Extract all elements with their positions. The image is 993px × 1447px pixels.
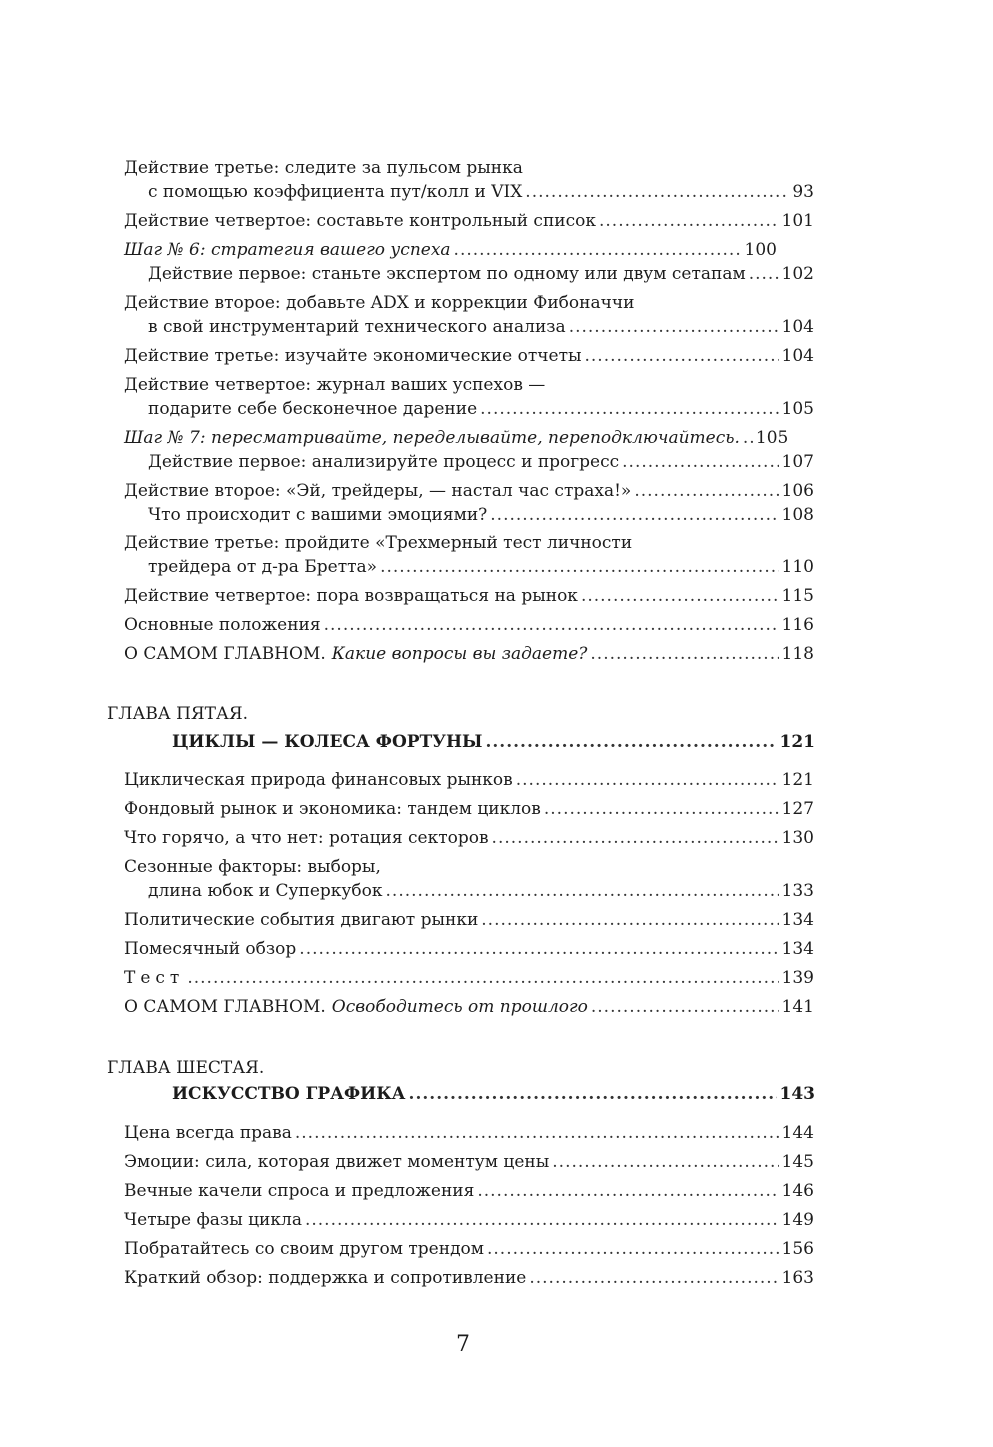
toc-entry — [124, 1266, 814, 1290]
toc-entry — [124, 966, 814, 990]
toc-entry-text: с помощью коэффициента пут/колл и VIX — [148, 182, 523, 202]
chapter-heading — [172, 1082, 815, 1106]
toc-page-number: 145 — [781, 1152, 814, 1172]
dot-leader — [299, 937, 778, 961]
toc-page-number: 163 — [781, 1268, 814, 1288]
toc-page-number: 134 — [781, 910, 814, 930]
toc-page-number: 121 — [781, 770, 814, 790]
toc-entry-text: Краткий обзор: поддержка и сопротивление — [124, 1268, 527, 1288]
toc-entry-text: Действие третье: следите за пульсом рынка — [124, 158, 523, 178]
dot-leader — [599, 209, 779, 233]
toc-entry — [148, 879, 814, 903]
dot-leader — [386, 879, 779, 903]
dot-leader — [477, 1179, 778, 1203]
chapter-page-number: 143 — [779, 1084, 815, 1104]
toc-entry — [148, 555, 814, 579]
toc-entry-caps: О САМОМ ГЛАВНОМ. — [124, 644, 326, 664]
toc-page-number: 106 — [781, 481, 814, 501]
toc-entry-text: Что горячо, а что нет: ротация секторов — [124, 828, 489, 848]
toc-page-number: 156 — [781, 1239, 814, 1259]
toc-entry-text: Действие первое: анализируйте процесс и прогресс — [148, 452, 620, 472]
toc-page-number: 101 — [781, 211, 814, 231]
toc-entry-first-line — [124, 531, 814, 555]
toc-entry-first-line — [124, 291, 814, 315]
toc-entry-text: Действие четвертое: журнал ваших успехов — — [124, 375, 546, 395]
toc-entry-text: Действие первое: станьте экспертом по одному или двум сетапам — [148, 264, 746, 284]
toc-entry-text: Цена всегда права — [124, 1123, 292, 1143]
toc-page-number: 127 — [781, 799, 814, 819]
toc-page-number: 110 — [781, 557, 814, 577]
dot-leader — [485, 730, 776, 754]
toc-entry-text: Вечные качели спроса и предложения — [124, 1181, 475, 1201]
toc-entry-text: подарите себе бесконечное дарение — [148, 399, 478, 419]
dot-leader — [591, 995, 779, 1019]
toc-entry — [124, 995, 814, 1019]
toc-entry — [148, 262, 814, 286]
chapter-title: ИСКУССТВО ГРАФИКА — [172, 1084, 406, 1104]
dot-leader — [487, 1237, 779, 1261]
toc-entry — [148, 450, 814, 474]
toc-entry-text: Четыре фазы цикла — [124, 1210, 302, 1230]
toc-page-number: 116 — [781, 615, 814, 635]
dot-leader — [529, 1266, 778, 1290]
toc-entry-text: в свой инструментарий технического анализа — [148, 317, 566, 337]
toc-entry — [124, 768, 814, 792]
toc-page-number: 118 — [781, 644, 814, 664]
toc-entry-text: Сезонные факторы: выборы, — [124, 857, 381, 877]
toc-page-number: 141 — [781, 997, 814, 1017]
toc-entry-text: Что происходит с вашими эмоциями? — [148, 505, 488, 525]
toc-entry — [124, 1237, 814, 1261]
toc-entry-text: Эмоции: сила, которая движет моментум цены — [124, 1152, 550, 1172]
toc-entry-first-line — [124, 156, 814, 180]
dot-leader — [295, 1121, 779, 1145]
toc-entry — [148, 180, 814, 204]
toc-entry-text: Побратайтесь со своим другом трендом — [124, 1239, 484, 1259]
toc-entry — [124, 479, 814, 503]
toc-entry — [124, 797, 814, 821]
dot-leader — [743, 426, 753, 450]
dot-leader — [481, 908, 778, 932]
toc-entry-text: Действие четвертое: пора возвращаться на рынок — [124, 586, 578, 606]
toc-entry-text: Циклическая природа финансовых рынков — [124, 770, 513, 790]
toc-page-number: 133 — [781, 881, 814, 901]
chapter-title: ЦИКЛЫ — КОЛЕСА ФОРТУНЫ — [172, 732, 483, 752]
dot-leader — [380, 555, 778, 579]
toc-entry-first-line — [124, 855, 814, 879]
toc-entry-text: Политические события двигают рынки — [124, 910, 479, 930]
dot-leader — [552, 1150, 778, 1174]
toc-page-number: 134 — [781, 939, 814, 959]
toc-entry — [148, 315, 814, 339]
toc-entry-text: Действие четвертое: составьте контрольный список — [124, 211, 596, 231]
toc-entry-text: длина юбок и Суперкубок — [148, 881, 383, 901]
dot-leader — [409, 1082, 777, 1106]
toc-entry-caps: О САМОМ ГЛАВНОМ. — [124, 997, 326, 1017]
dot-leader — [324, 613, 779, 637]
dot-leader — [525, 180, 789, 204]
toc-entry-text: Шаг № 6: стратегия вашего успеха — [124, 240, 451, 260]
dot-leader — [454, 238, 742, 262]
dot-leader — [492, 826, 779, 850]
toc-entry — [124, 344, 814, 368]
toc-entry — [124, 613, 814, 637]
toc-entry-text: Какие вопросы вы задаете? — [331, 644, 588, 664]
dot-leader — [634, 479, 778, 503]
page-number: 7 — [456, 1332, 470, 1357]
toc-entry — [124, 1208, 814, 1232]
toc-entry — [124, 1121, 814, 1145]
dot-leader — [490, 503, 778, 527]
dot-leader — [581, 584, 779, 608]
toc-entry — [124, 642, 814, 666]
toc-page-number: 100 — [744, 240, 777, 260]
toc-page-number: 144 — [781, 1123, 814, 1143]
dot-leader — [590, 642, 778, 666]
toc-entry — [124, 584, 814, 608]
dot-leader — [305, 1208, 779, 1232]
dot-leader — [187, 966, 778, 990]
toc-entry — [124, 937, 814, 961]
toc-page-number: 108 — [781, 505, 814, 525]
chapter-page-number: 121 — [779, 732, 815, 752]
toc-page-number: 102 — [781, 264, 814, 284]
toc-page-number: 104 — [781, 346, 814, 366]
toc-page-number: 149 — [781, 1210, 814, 1230]
toc-entry-text: Основные положения — [124, 615, 321, 635]
toc-entry — [124, 826, 814, 850]
toc-entry-text: Действие второе: «Эй, трейдеры, — настал час страха!» — [124, 481, 632, 501]
toc-entry — [124, 1150, 814, 1174]
toc-entry-text: трейдера от д-ра Бретта» — [148, 557, 378, 577]
toc-entry-text: Фондовый рынок и экономика: тандем циклов — [124, 799, 541, 819]
dot-leader — [569, 315, 779, 339]
dot-leader — [480, 397, 778, 421]
toc-page-number: 139 — [781, 968, 814, 988]
toc-entry-text: Освободитесь от прошлого — [331, 997, 588, 1017]
toc-entry-text: Тест — [124, 968, 185, 988]
toc-entry-first-line — [124, 373, 814, 397]
toc-page-number: 93 — [792, 182, 814, 202]
toc-page-number: 105 — [781, 399, 814, 419]
dot-leader — [544, 797, 779, 821]
dot-leader — [516, 768, 779, 792]
toc-entry-text: Шаг № 7: пересматривайте, переделывайте, переподключайтесь. — [124, 428, 740, 448]
toc-entry-text: Действие третье: изучайте экономические отчеты — [124, 346, 582, 366]
toc-page-number: 115 — [781, 586, 814, 606]
toc-entry — [124, 209, 814, 233]
toc-step-entry — [124, 238, 777, 262]
dot-leader — [622, 450, 778, 474]
chapter-heading — [172, 730, 815, 754]
chapter-label: ГЛАВА ШЕСТАЯ. — [107, 1058, 265, 1078]
toc-entry-text: Действие второе: добавьте ADX и коррекции Фибоначчи — [124, 293, 635, 313]
toc-step-entry — [124, 426, 789, 450]
toc-entry — [124, 908, 814, 932]
toc-entry — [148, 397, 814, 421]
toc-entry-text: Действие третье: пройдите «Трехмерный тест личности — [124, 533, 633, 553]
dot-leader — [749, 262, 779, 286]
dot-leader — [585, 344, 779, 368]
toc-entry-text: Помесячный обзор — [124, 939, 297, 959]
toc-page-number: 130 — [781, 828, 814, 848]
toc-page-number: 105 — [755, 428, 789, 448]
toc-page-number: 146 — [781, 1181, 814, 1201]
toc-page-number: 107 — [781, 452, 814, 472]
chapter-label: ГЛАВА ПЯТАЯ. — [107, 704, 248, 724]
toc-entry — [148, 503, 814, 527]
toc-page-number: 104 — [781, 317, 814, 337]
toc-entry — [124, 1179, 814, 1203]
